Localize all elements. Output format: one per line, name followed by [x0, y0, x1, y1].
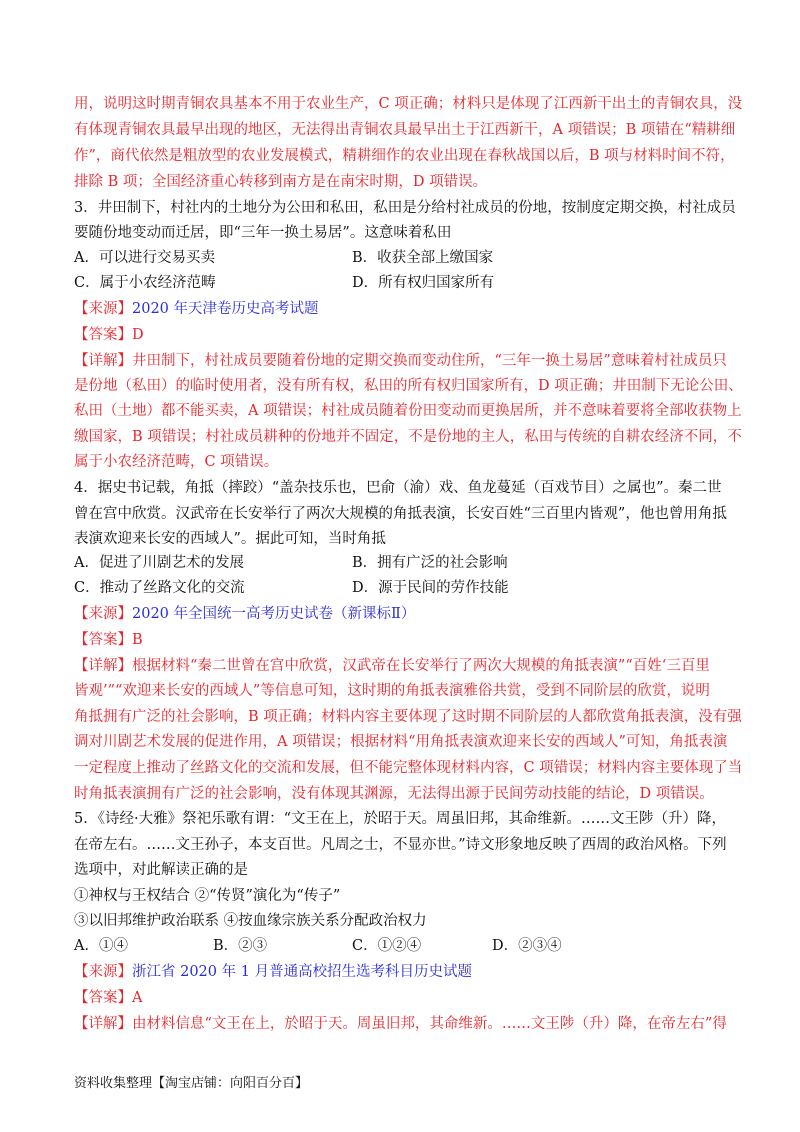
q5-stem-line: 选项中，对此解读正确的是: [74, 862, 248, 878]
q5-option-d: D．②③④: [492, 938, 562, 954]
q4-detail-line: 一定程度上推动了丝路文化的交流和发展，但不能完整体现材料内容，C 项错误；材料内容主要体现了当: [74, 760, 743, 776]
q5-answer: 【答案】A: [74, 990, 143, 1006]
q3-source: 【来源】2020 年天津卷历史高考试题: [74, 301, 319, 317]
q3-option-a: A．可以进行交易买卖: [74, 250, 215, 266]
q4-detail-line: 调对川剧艺术发展的促进作用，A 项错误；根据材料“用角抵表演欢迎来长安的西域人”可知，角抵表演: [74, 734, 728, 750]
q4-option-d: D．源于民间的劳作技能: [352, 580, 509, 596]
q5-stem-line: 在帝左右。……文王孙子，本支百世。凡周之士，不显亦世。”诗文形象地反映了西周的政治风格。下列: [74, 837, 727, 853]
q4-option-b: B．拥有广泛的社会影响: [352, 555, 508, 571]
q4-detail-line: 时角抵表演拥有广泛的社会影响，没有体现其渊源，无法得出源于民间劳动技能的结论，D 项错误。: [74, 786, 714, 802]
q4-detail-line: 角抵拥有广泛的社会影响，B 项正确；材料内容主要体现了这时期不同阶层的人都欣赏角抵表演，没有强: [74, 709, 742, 725]
q4-detail-line: 【详解】根据材料“秦二世曾在宫中欣赏，汉武帝在长安举行了两次大规模的角抵表演”“百姓‘三百里: [74, 658, 710, 674]
q5-statement-line: ③以旧邦维护政治联系 ④按血缘宗族关系分配政治权力: [74, 913, 427, 929]
q2-detail-line: 有体现青铜农具最早出现的地区，无法得出青铜农具最早出土于江西新干，A 项错误；B 项错在“精耕细: [74, 122, 736, 138]
q3-answer: 【答案】D: [74, 327, 144, 343]
q4-stem-line: 表演欢迎来长安的西域人”。据此可知，当时角抵: [74, 531, 386, 547]
q5-statement-line: ①神权与王权结合 ②“传贤”演化为“传子”: [74, 888, 341, 904]
q2-detail-line: 用，说明这时期青铜农具基本不用于农业生产，C 项正确；材料只是体现了江西新干出土的青铜农具，没: [74, 96, 743, 112]
q4-stem-line: 4．据史书记载，角抵（摔跤）“盖杂技乐也，巴俞（渝）戏、鱼龙蔓延（百戏节目）之属也”。秦二世: [74, 480, 722, 496]
page-footer: 资料收集整理【淘宝店铺：向阳百分百】: [74, 1076, 309, 1091]
q2-detail-line: 作”，商代依然是粗放型的农业发展模式，精耕细作的农业出现在春秋战国以后，B 项与材料时间不符，: [74, 148, 735, 164]
q3-option-c: C．属于小农经济范畴: [74, 275, 216, 291]
q2-detail-line: 排除 B 项；全国经济重心转移到南方是在南宋时期，D 项错误。: [74, 174, 488, 190]
q5-option-b: B．②③: [213, 938, 268, 954]
q3-stem-line: 要随份地变动而迁居，即“三年一换土易居”。这意味着私田: [74, 225, 452, 241]
q4-detail-line: 皆观’”“欢迎来长安的西域人”等信息可知，这时期的角抵表演雅俗共赏，受到不同阶层的欣赏，说明: [74, 683, 710, 699]
q3-stem-line: 3．井田制下，村社内的土地分为公田和私田，私田是分给村社成员的份地，按制度定期交换，村社成员: [74, 200, 736, 216]
q5-option-c: C．①②④: [352, 938, 422, 954]
q4-stem-line: 曾在宫中欣赏。汉武帝在长安举行了两次大规模的角抵表演，长安百姓“三百里内皆观”，他也曾用角抵: [74, 506, 727, 522]
q3-detail-line: 【详解】井田制下，村社成员要随着份地的定期交换而变动住所，“三年一换土易居”意味着村社成员只: [74, 353, 727, 369]
q3-detail-line: 是份地（私田）的临时使用者，没有所有权，私田的所有权归国家所有，D 项正确；井田制下无论公田、: [74, 378, 743, 394]
q5-source: 【来源】浙江省 2020 年 1 月普通高校招生选考科目历史试题: [74, 964, 473, 980]
q4-option-c: C．推动了丝路文化的交流: [74, 580, 245, 596]
q3-option-d: D．所有权归国家所有: [352, 275, 495, 291]
q5-stem-line: 5．《诗经·大雅》祭祀乐歌有谓：“文王在上，於昭于天。周虽旧邦，其命维新。……文王陟（升）降，: [74, 811, 726, 827]
q4-option-a: A．促进了川剧艺术的发展: [74, 555, 244, 571]
q3-detail-line: 缴国家，B 项错误；村社成员耕种的份地并不固定，不是份地的主人，私田与传统的自耕农经济不同，不: [74, 429, 742, 445]
q3-detail-line: 属于小农经济范畴，C 项错误。: [74, 454, 279, 470]
q4-source: 【来源】2020 年全国统一高考历史试卷（新课标Ⅱ）: [74, 606, 416, 622]
q4-answer: 【答案】B: [74, 632, 143, 648]
q3-detail-line: 私田（土地）都不能买卖，A 项错误；村社成员随着份田变动而更换居所，并不意味着要将全部收获物上: [74, 403, 742, 419]
q3-option-b: B．收获全部上缴国家: [352, 250, 494, 266]
q5-detail-line: 【详解】由材料信息“文王在上，於昭于天。周虽旧邦，其命维新。……文王陟（升）降，在帝左右”得: [74, 1016, 727, 1032]
q5-option-a: A．①④: [74, 938, 128, 954]
